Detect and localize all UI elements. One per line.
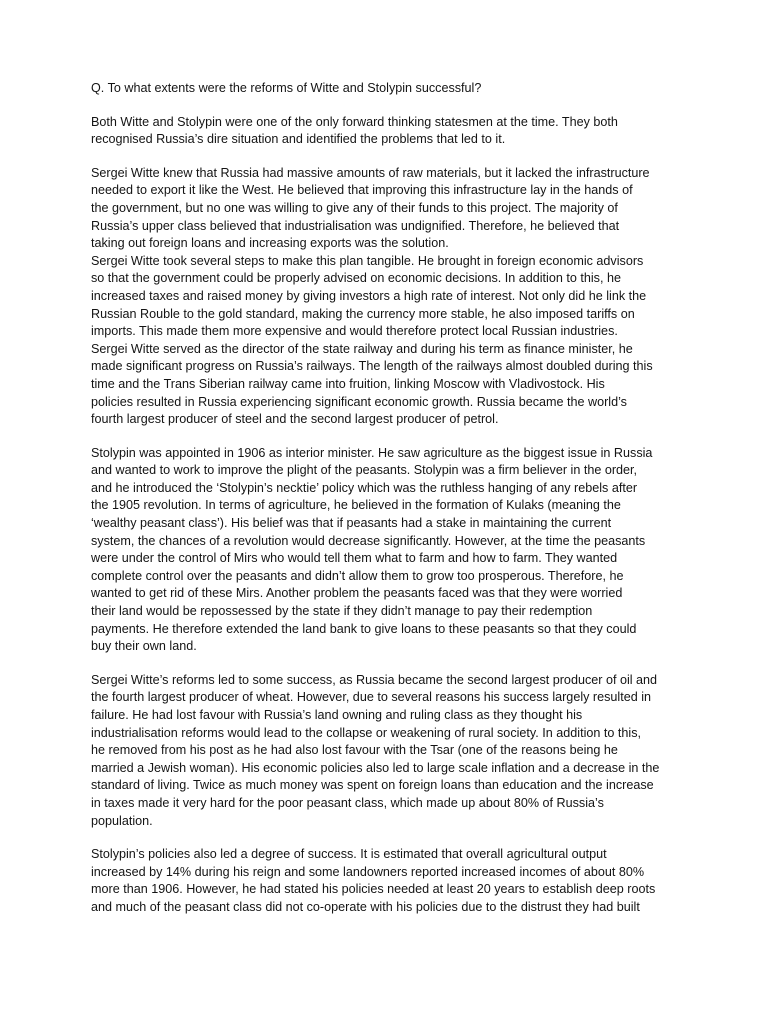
witte-success-paragraph xyxy=(91,672,712,830)
paragraph-line: failure. He had lost favour with Russia’s land owning and ruling class as they thought his xyxy=(91,708,583,722)
paragraph-line: the 1905 revolution. In terms of agriculture, he believed in the formation of Kulaks (meaning the xyxy=(91,498,621,513)
paragraph-line: complete control over the peasants and didn’t allow them to grow too prosperous. Therefore, he xyxy=(91,568,624,583)
paragraph-line: he removed from his post as he had also lost favour with the Tsar (one of the reasons being he xyxy=(91,743,618,758)
paragraph-line: married a Jewish woman). His economic policies also led to large scale inflation and a decrease in the xyxy=(91,760,660,775)
paragraph-line: Sergei Witte’s reforms led to some success, as Russia became the second largest producer of oil and xyxy=(91,672,658,687)
paragraph-line: and he introduced the ‘Stolypin’s necktie’ policy which was the ruthless hanging of any rebels after xyxy=(91,480,638,495)
paragraph-line: their land would be repossessed by the state if they didn’t manage to pay their redemption xyxy=(91,604,593,619)
paragraph-line: more than 1906. However, he had stated his policies needed at least 20 years to establish deep roots xyxy=(91,882,656,897)
paragraph-line: industrialisation reforms would lead to the collapse or weakening of rural society. In addition to this, xyxy=(91,725,641,740)
paragraph-line: Russian Rouble to the gold standard, making the currency more stable, he also imposed tariffs on xyxy=(91,306,635,321)
paragraph-line: fourth largest producer of steel and the second largest producer of petrol. xyxy=(91,412,499,427)
question-heading xyxy=(91,80,712,98)
paragraph-line: policies resulted in Russia experiencing significant economic growth. Russia became the world’s xyxy=(91,394,627,409)
document-page xyxy=(91,80,712,917)
paragraph-line: payments. He therefore extended the land bank to give loans to these peasants so that they could xyxy=(91,621,637,636)
paragraph-line: Both Witte and Stolypin were one of the only forward thinking statesmen at the time. They both xyxy=(91,114,618,129)
stolypin-success-paragraph xyxy=(91,846,712,916)
paragraph-line: system, the chances of a revolution would decrease significantly. However, at the time the peasants xyxy=(91,533,646,548)
paragraph-line: were under the control of Mirs who would tell them what to farm and how to farm. They wanted xyxy=(91,551,618,566)
paragraph-line: Sergei Witte knew that Russia had massive amounts of raw materials, but it lacked the infrastructure xyxy=(91,165,650,180)
intro-paragraph xyxy=(91,114,712,149)
paragraph-line: population. xyxy=(91,813,153,828)
paragraph-line: standard of living. Twice as much money was spent on foreign loans than education and the increase xyxy=(91,778,654,793)
paragraph-line: recognised Russia’s dire situation and identified the problems that led to it. xyxy=(91,132,506,147)
paragraph-line: Sergei Witte took several steps to make this plan tangible. He brought in foreign economic advisors xyxy=(91,253,644,268)
paragraph-line: the fourth largest producer of wheat. However, due to several reasons his success largely resulted in xyxy=(91,690,652,705)
paragraph-line: wanted to get rid of these Mirs. Another problem the peasants faced was that they were worried xyxy=(91,586,623,601)
paragraph-line: taking out foreign loans and increasing exports was the solution. xyxy=(91,236,449,251)
paragraph-line: increased by 14% during his reign and some landowners reported increased incomes of about 80% xyxy=(91,864,645,879)
question-text: Q. To what extents were the reforms of Witte and Stolypin successful? xyxy=(91,81,482,95)
paragraph-line: buy their own land. xyxy=(91,639,197,654)
paragraph-line: needed to export it like the West. He believed that improving this infrastructure lay in the hands of xyxy=(91,183,633,198)
witte-railway-paragraph xyxy=(91,341,712,429)
paragraph-line: imports. This made them more expensive and would therefore protect local Russian industries. xyxy=(91,324,618,339)
paragraph-line: time and the Trans Siberian railway came into fruition, linking Moscow with Vladivostock. His xyxy=(91,376,605,391)
paragraph-line: in taxes made it very hard for the poor peasant class, which made up about 80% of Russia’s xyxy=(91,795,604,810)
paragraph-line: Stolypin was appointed in 1906 as interior minister. He saw agriculture as the biggest issue in Russia xyxy=(91,445,653,460)
paragraph-line: Stolypin’s policies also led a degree of success. It is estimated that overall agricultural output xyxy=(91,847,607,862)
paragraph-line: the government, but no one was willing to give any of their funds to this project. The majority of xyxy=(91,200,618,215)
paragraph-line: Russia’s upper class believed that industrialisation was undignified. Therefore, he believed that xyxy=(91,218,620,233)
paragraph-line: made significant progress on Russia’s railways. The length of the railways almost doubled during this xyxy=(91,359,653,374)
stolypin-paragraph xyxy=(91,445,712,656)
paragraph-line: increased taxes and raised money by giving investors a high rate of interest. Not only did he link the xyxy=(91,288,647,303)
witte-steps-paragraph xyxy=(91,253,712,341)
paragraph-line: and wanted to work to improve the plight of the peasants. Stolypin was a firm believer in the order, xyxy=(91,463,638,478)
witte-infrastructure-paragraph xyxy=(91,165,712,253)
paragraph-line: ‘wealthy peasant class’). His belief was that if peasants had a stake in maintaining the current xyxy=(91,516,612,531)
paragraph-line: and much of the peasant class did not co-operate with his policies due to the distrust they had built xyxy=(91,899,640,914)
paragraph-line: so that the government could be properly advised on economic decisions. In addition to this, he xyxy=(91,271,621,286)
paragraph-line: Sergei Witte served as the director of the state railway and during his term as finance minister, he xyxy=(91,341,633,356)
